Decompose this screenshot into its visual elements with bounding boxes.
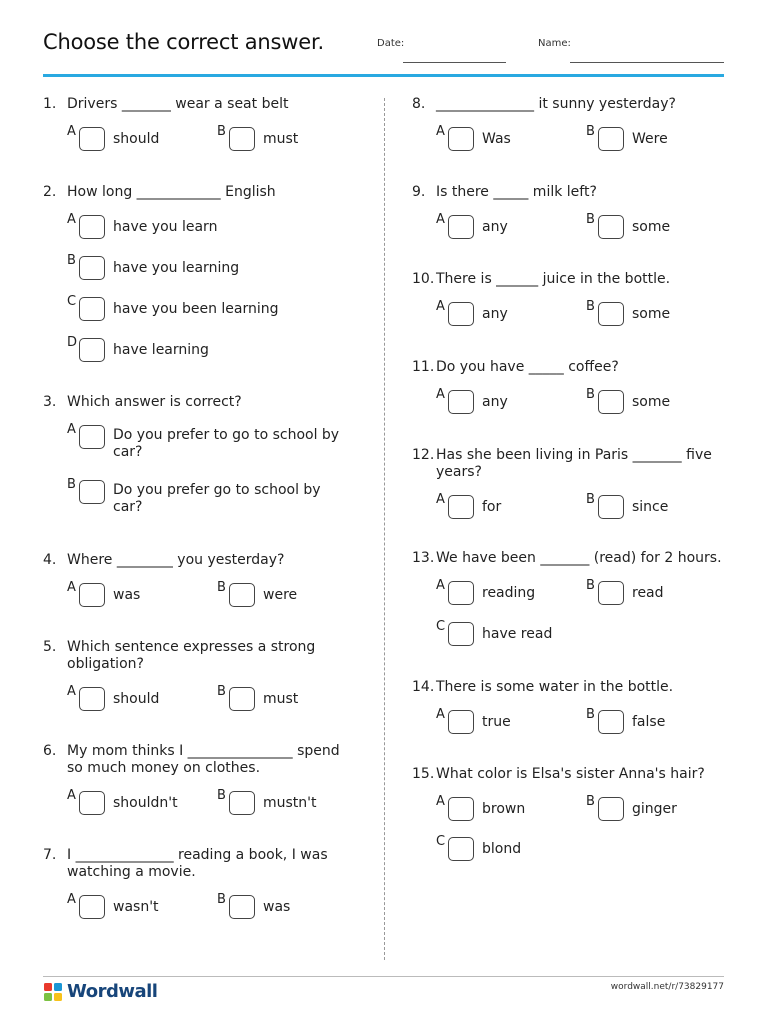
option-letter: B [217,580,226,595]
option-letter: C [67,294,77,309]
option-text: was [113,587,141,603]
option-text: reading [482,585,536,601]
option-b[interactable] [586,578,727,605]
option-letter: A [436,578,445,593]
answer-checkbox[interactable] [598,390,624,414]
answer-checkbox[interactable] [79,791,105,815]
question-number: 13. [412,550,435,566]
answer-checkbox[interactable] [598,797,624,821]
option-letter: B [586,578,595,593]
option-text: since [632,499,669,515]
question-12 [412,447,727,515]
answer-checkbox[interactable] [448,710,474,734]
option-b[interactable] [586,387,727,414]
option-text: have you learning [113,260,240,276]
option-letter: B [586,794,595,809]
answer-checkbox[interactable] [79,215,105,239]
option-letter: B [67,477,76,492]
header-rule [43,74,724,77]
question-text: Has she been living in Paris _______ five years? [436,447,712,480]
option-a[interactable] [67,684,208,711]
option-text: have read [482,626,553,642]
option-b[interactable] [217,684,358,711]
question-5 [43,639,358,707]
question-number: 8. [412,96,426,112]
option-text: wasn't [113,899,159,915]
answer-checkbox[interactable] [598,710,624,734]
question-number: 6. [43,743,57,759]
option-b[interactable] [217,124,358,151]
option-text: have you been learning [113,301,279,317]
option-b[interactable] [586,124,727,151]
option-b[interactable] [586,212,727,239]
question-9 [412,184,727,235]
option-text: brown [482,801,526,817]
option-b[interactable] [67,253,353,280]
option-letter: A [436,492,445,507]
option-text: Do you prefer to go to school by car? [113,427,340,460]
answer-checkbox[interactable] [79,297,105,321]
question-14 [412,679,727,730]
option-letter: C [436,619,446,634]
answer-checkbox[interactable] [79,127,105,151]
answer-checkbox[interactable] [448,302,474,326]
option-letter: A [67,892,76,907]
option-letter: B [586,707,595,722]
question-text: Drivers _______ wear a seat belt [67,96,289,112]
answer-checkbox[interactable] [79,687,105,711]
option-text: have you learn [113,219,218,235]
option-b[interactable] [217,892,358,919]
answer-checkbox[interactable] [229,687,255,711]
option-letter: B [67,253,76,268]
column-divider [384,98,385,960]
question-2 [43,184,358,358]
answer-checkbox[interactable] [79,583,105,607]
option-letter: A [67,684,76,699]
question-number: 5. [43,639,57,655]
question-text: How long ____________ English [67,184,276,200]
option-c[interactable] [436,834,577,861]
option-text: any [482,219,508,235]
option-a[interactable] [67,124,208,151]
option-a[interactable] [436,387,577,414]
option-letter: A [436,124,445,139]
answer-checkbox[interactable] [448,495,474,519]
option-letter: A [67,212,76,227]
option-text: some [632,306,671,322]
option-text: Do you prefer go to school by car? [113,482,321,515]
answer-checkbox[interactable] [229,583,255,607]
option-text: true [482,714,511,730]
option-c[interactable] [436,619,602,646]
question-13 [412,550,727,642]
option-text: some [632,219,671,235]
question-text: ______________ it sunny yesterday? [436,96,676,112]
question-text: What color is Elsa's sister Anna's hair? [436,766,705,782]
answer-checkbox[interactable] [598,127,624,151]
question-text: Is there _____ milk left? [436,184,597,200]
question-number: 14. [412,679,435,695]
option-text: have learning [113,342,209,358]
option-text: were [263,587,298,603]
option-letter: A [67,124,76,139]
question-number: 3. [43,394,57,410]
option-letter: A [436,387,445,402]
option-letter: B [586,387,595,402]
option-letter: B [586,212,595,227]
option-letter: A [436,212,445,227]
answer-checkbox[interactable] [79,256,105,280]
question-number: 7. [43,847,57,863]
answer-checkbox[interactable] [598,581,624,605]
option-letter: A [436,707,445,722]
option-a[interactable] [436,492,577,519]
wordwall-brand-text: Wordwall [67,981,158,1002]
answer-checkbox[interactable] [448,390,474,414]
option-text: Were [632,131,668,147]
question-4 [43,552,358,603]
option-a[interactable] [436,124,577,151]
answer-checkbox[interactable] [598,302,624,326]
question-number: 11. [412,359,435,375]
option-text: shouldn't [113,795,178,811]
option-text: was [263,899,291,915]
option-letter: D [67,335,78,350]
option-text: must [263,691,299,707]
option-letter: A [67,788,76,803]
question-number: 4. [43,552,57,568]
question-6 [43,743,358,811]
option-a[interactable] [436,212,577,239]
name-field-line[interactable] [570,62,724,63]
wordwall-logo-icon [43,982,63,1002]
question-text: Which answer is correct? [67,394,242,410]
question-text: Do you have _____ coffee? [436,359,619,375]
option-text: false [632,714,666,730]
answer-checkbox[interactable] [448,215,474,239]
answer-checkbox[interactable] [79,480,105,504]
question-number: 10. [412,271,435,287]
option-b[interactable] [586,299,727,326]
option-text: any [482,306,508,322]
option-b[interactable] [586,492,727,519]
answer-checkbox[interactable] [229,127,255,151]
question-1 [43,96,358,147]
option-letter: B [217,892,226,907]
answer-checkbox[interactable] [598,495,624,519]
question-number: 9. [412,184,426,200]
option-text: Was [482,131,511,147]
option-letter: A [436,794,445,809]
question-text: I ______________ reading a book, I was watching a movie. [67,847,328,880]
question-7 [43,847,358,915]
answer-checkbox[interactable] [79,895,105,919]
question-number: 15. [412,766,435,782]
footer-rule [43,976,724,977]
question-text: My mom thinks I _______________ spend so much money on clothes. [67,743,340,776]
option-a[interactable] [436,578,577,605]
option-a[interactable] [436,794,577,821]
answer-checkbox[interactable] [229,791,255,815]
option-letter: B [217,124,226,139]
question-number: 12. [412,447,435,463]
question-text: We have been _______ (read) for 2 hours. [436,550,722,566]
question-10 [412,271,727,322]
option-text: ginger [632,801,677,817]
option-a[interactable] [436,299,577,326]
option-text: for [482,499,502,515]
option-a[interactable] [67,422,353,461]
option-text: should [113,691,160,707]
answer-checkbox[interactable] [448,581,474,605]
option-c[interactable] [67,294,353,321]
option-text: read [632,585,664,601]
answer-checkbox[interactable] [79,425,105,449]
option-letter: B [217,788,226,803]
question-text: There is some water in the bottle. [436,679,674,695]
answer-checkbox[interactable] [448,127,474,151]
question-number: 1. [43,96,57,112]
answer-checkbox[interactable] [448,622,474,646]
option-b[interactable] [586,794,727,821]
date-label: Date: [377,38,405,49]
option-letter: C [436,834,446,849]
option-letter: B [586,124,595,139]
option-letter: B [586,492,595,507]
option-text: blond [482,841,522,857]
option-letter: B [586,299,595,314]
question-11 [412,359,727,410]
question-text: Which sentence expresses a strong obligation? [67,639,316,672]
option-b[interactable] [217,788,358,815]
option-letter: A [67,580,76,595]
page-title: Choose the correct answer. [43,30,324,54]
option-b[interactable] [217,580,358,607]
option-letter: A [436,299,445,314]
question-3 [43,394,358,515]
option-letter: A [67,422,76,437]
option-b[interactable] [67,477,353,516]
option-d[interactable] [67,335,353,362]
name-label: Name: [538,38,571,49]
option-text: should [113,131,160,147]
option-a[interactable] [436,707,577,734]
question-15 [412,766,727,857]
option-letter: B [217,684,226,699]
option-a[interactable] [67,892,208,919]
date-field-line[interactable] [403,62,506,63]
option-a[interactable] [67,212,353,239]
question-text: Where ________ you yesterday? [67,552,285,568]
option-text: must [263,131,299,147]
option-b[interactable] [586,707,727,734]
question-text: There is ______ juice in the bottle. [436,271,671,287]
answer-checkbox[interactable] [79,338,105,362]
wordwall-logo[interactable] [43,981,157,1002]
option-text: any [482,394,508,410]
question-number: 2. [43,184,57,200]
answer-checkbox[interactable] [598,215,624,239]
answer-checkbox[interactable] [448,837,474,861]
option-a[interactable] [67,788,208,815]
option-text: mustn't [263,795,317,811]
answer-checkbox[interactable] [229,895,255,919]
footer-url[interactable]: wordwall.net/r/73829177 [610,982,724,992]
option-text: some [632,394,671,410]
option-a[interactable] [67,580,208,607]
answer-checkbox[interactable] [448,797,474,821]
question-8 [412,96,727,147]
